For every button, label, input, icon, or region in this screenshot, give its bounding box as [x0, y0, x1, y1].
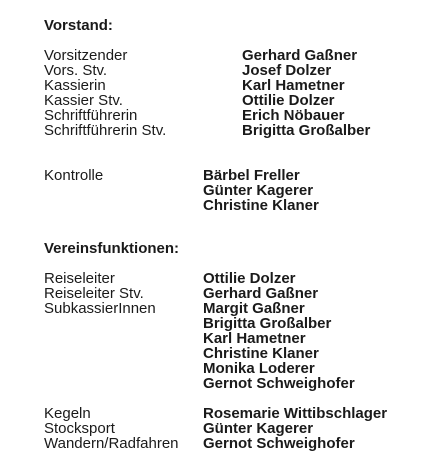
role-label: Schriftführerin [44, 107, 138, 124]
section-heading-vereinsfunktionen: Vereinsfunktionen: [44, 240, 180, 257]
person-name: Karl Hametner [242, 77, 345, 94]
role-label: Kegeln [44, 405, 91, 422]
role-label: Wandern/Radfahren [44, 435, 179, 452]
person-name: Erich Nöbauer [242, 107, 345, 124]
person-name: Karl Hametner [203, 330, 306, 347]
person-name: Gernot Schweighofer [203, 435, 355, 452]
person-name: Margit Gaßner [203, 300, 305, 317]
person-name: Günter Kagerer [203, 182, 314, 199]
person-name: Bärbel Freller [203, 167, 300, 184]
person-name: Günter Kagerer [203, 420, 314, 437]
person-name: Gerhard Gaßner [203, 285, 319, 302]
role-label: Stocksport [44, 420, 115, 437]
person-name: Christine Klaner [203, 197, 319, 214]
role-label: Kontrolle [44, 167, 104, 184]
person-name: Monika Loderer [203, 360, 315, 377]
section-heading-vorstand: Vorstand: [44, 17, 113, 34]
role-label: Schriftführerin Stv. [44, 122, 167, 139]
role-label: Kassier Stv. [44, 92, 123, 109]
person-name: Ottilie Dolzer [242, 92, 335, 109]
person-name: Brigitta Großalber [203, 315, 332, 332]
role-label: Reiseleiter [44, 270, 115, 287]
person-name: Brigitta Großalber [242, 122, 371, 139]
role-label: Vors. Stv. [44, 62, 108, 79]
role-label: SubkassierInnen [44, 300, 156, 317]
role-label: Kassierin [44, 77, 106, 94]
person-name: Gerhard Gaßner [242, 47, 358, 64]
person-name: Josef Dolzer [242, 62, 332, 79]
person-name: Gernot Schweighofer [203, 375, 355, 392]
person-name: Christine Klaner [203, 345, 319, 362]
role-label: Reiseleiter Stv. [44, 285, 144, 302]
person-name: Rosemarie Wittibschlager [203, 405, 388, 422]
role-label: Vorsitzender [44, 47, 128, 64]
person-name: Ottilie Dolzer [203, 270, 296, 287]
